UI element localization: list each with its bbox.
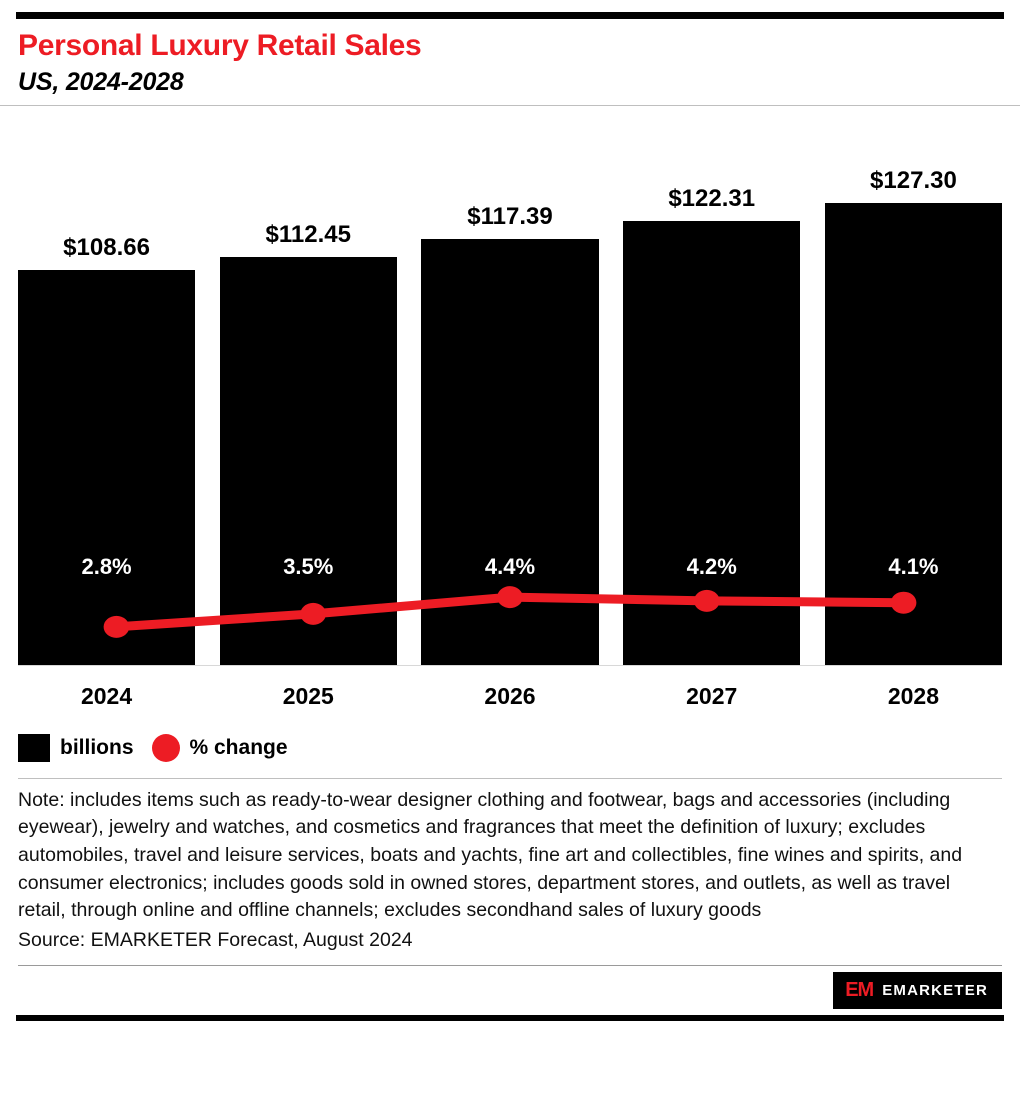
bar-value-label: $112.45 bbox=[265, 220, 351, 248]
percent-change-label: 3.5% bbox=[283, 553, 334, 579]
bar-value-label: $117.39 bbox=[467, 202, 553, 230]
chart-header bbox=[0, 19, 1020, 105]
notes-section bbox=[18, 787, 1002, 955]
line-marker bbox=[300, 602, 326, 624]
bottom-divider bbox=[16, 1015, 1004, 1021]
footer-divider bbox=[18, 965, 1002, 966]
chart-legend bbox=[18, 728, 1002, 768]
x-axis-labels bbox=[18, 683, 1002, 710]
circle-swatch-icon bbox=[152, 734, 180, 762]
legend-label-billions: billions bbox=[60, 735, 134, 759]
plot-region bbox=[18, 146, 1002, 666]
top-divider bbox=[16, 12, 1004, 19]
square-swatch-icon bbox=[18, 734, 50, 762]
line-marker bbox=[104, 615, 130, 637]
bar-value-label: $108.66 bbox=[63, 234, 150, 262]
percent-change-line bbox=[18, 146, 1002, 666]
bar-value-label: $122.31 bbox=[668, 184, 756, 212]
bar-value-label: $127.30 bbox=[870, 166, 957, 194]
percent-change-label: 2.8% bbox=[81, 553, 132, 579]
line-marker bbox=[497, 586, 523, 608]
em-mark-icon: EM bbox=[845, 978, 874, 1001]
legend-label-percent-change: % change bbox=[189, 735, 288, 759]
emarketer-logo bbox=[833, 972, 1002, 1009]
page-subtitle: US, 2024-2028 bbox=[18, 67, 184, 96]
percent-change-label: 4.4% bbox=[484, 553, 536, 579]
note-text: Note: includes items such as ready-to-wear designer clothing and footwear, bags and accessories (including eyewear), jewelry and watches, and cosmetics and fragrances that meet the definition of luxury; excludes automobiles, travel and leisure services, boats and yachts, fine art and collectibles, fine wines and spirits, and consumer electronics; includes goods sold in owned stores, department stores, and outlets, as well as travel retail, through online and offline channels; excludes secondhand sales of luxury goods bbox=[18, 788, 963, 922]
x-axis-label: 2025 bbox=[282, 682, 334, 709]
footer bbox=[18, 972, 1002, 1009]
page-title: Personal Luxury Retail Sales bbox=[18, 29, 422, 62]
line-marker bbox=[891, 591, 917, 613]
x-axis-line bbox=[18, 665, 1002, 666]
percent-change-label: 4.2% bbox=[686, 553, 737, 579]
source-text: Source: EMARKETER Forecast, August 2024 bbox=[18, 928, 413, 951]
chart-area bbox=[18, 106, 1002, 726]
legend-item-percent-change bbox=[152, 734, 288, 762]
x-axis-label: 2027 bbox=[686, 682, 738, 709]
x-axis-label: 2024 bbox=[80, 682, 133, 709]
brand-name: EMARKETER bbox=[882, 981, 988, 999]
x-axis-label: 2028 bbox=[887, 682, 940, 709]
percent-change-label: 4.1% bbox=[888, 553, 939, 579]
legend-item-billions bbox=[18, 734, 134, 762]
legend-divider bbox=[18, 778, 1002, 779]
x-axis-label: 2026 bbox=[484, 682, 536, 709]
line-marker bbox=[694, 589, 720, 611]
